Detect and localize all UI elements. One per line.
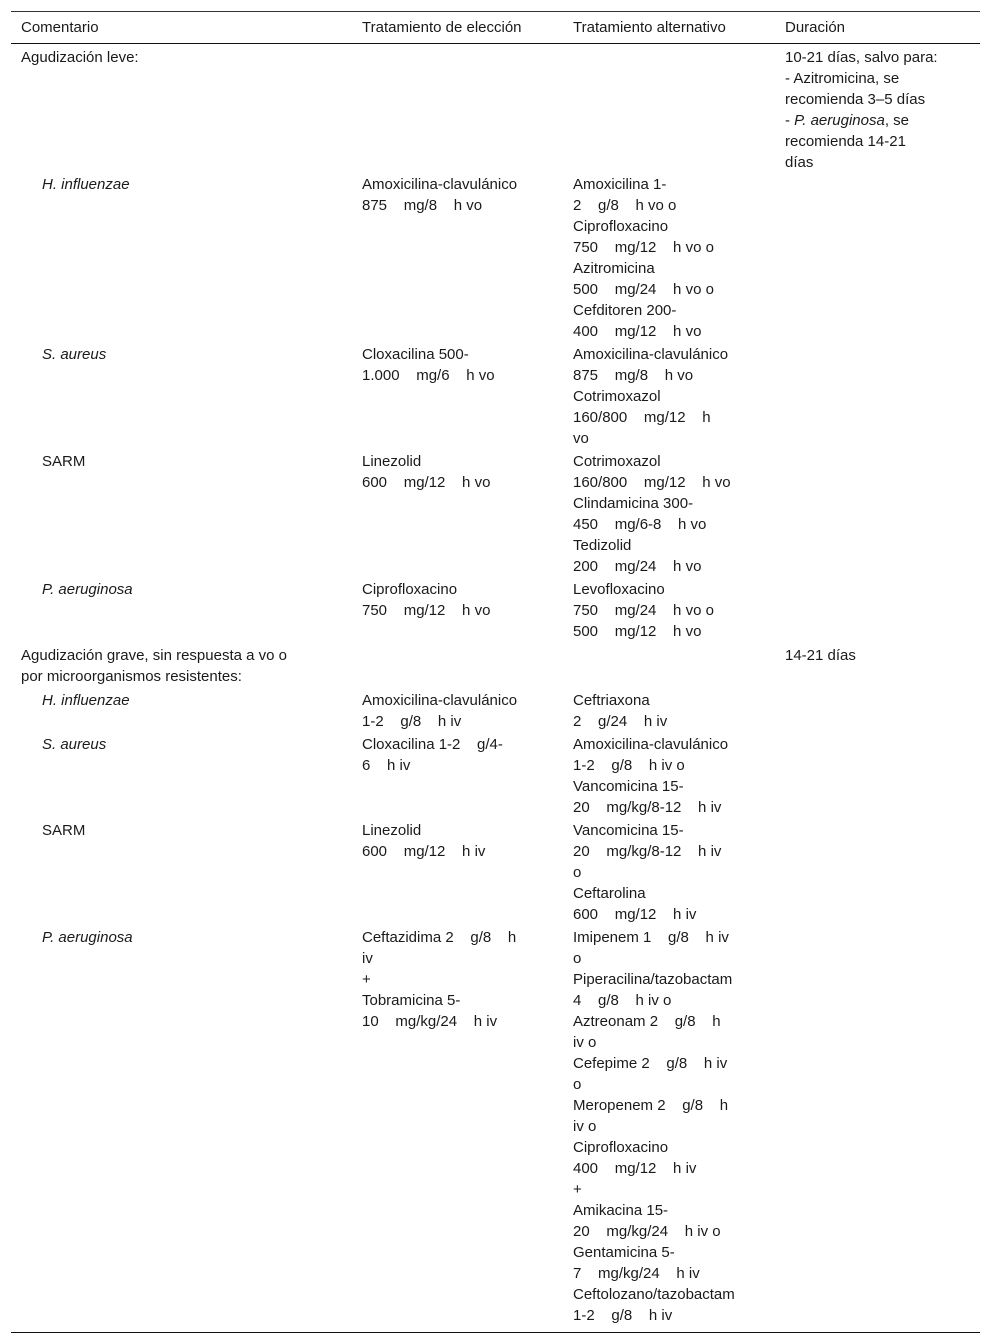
- table-row-choice: [362, 820, 547, 862]
- cell-line: 10 mg/kg/24 h iv: [362, 1013, 498, 1030]
- table-row-choice: [362, 690, 547, 732]
- header-duracion: Duración: [785, 19, 846, 36]
- cell-line: 875 mg/8 h vo: [573, 367, 694, 384]
- cell-line: 1.000 mg/6 h vo: [362, 367, 495, 384]
- cell-line: 200 mg/24 h vo: [573, 558, 702, 575]
- cell-line: 7 mg/kg/24 h iv: [573, 1265, 700, 1282]
- cell-line: Cloxacilina 1-2 g/4-: [362, 736, 503, 753]
- cell-line: o: [573, 1076, 582, 1093]
- cell-line: 750 mg/12 h vo o: [573, 239, 714, 256]
- cell-line: Cloxacilina 500-: [362, 346, 469, 363]
- table-row-alternative: [573, 174, 763, 342]
- cell-line: 1-2 g/8 h iv o: [573, 757, 685, 774]
- cell-line: 750 mg/12 h vo: [362, 602, 491, 619]
- table-row-choice: [362, 579, 547, 621]
- cell-line: 600 mg/12 h vo: [362, 474, 491, 491]
- section-grave-label: Agudización grave, sin respuesta a vo o por microorganismos resistentes:: [21, 647, 287, 685]
- cell-line: Meropenem 2 g/8 h: [573, 1097, 729, 1114]
- table-row-choice: [362, 451, 547, 493]
- cell-line: o: [573, 950, 582, 967]
- header-rule: [11, 43, 980, 44]
- cell-line: 2 g/24 h iv: [573, 713, 668, 730]
- table-bottom-rule: [11, 1332, 980, 1333]
- cell-line: 500 mg/12 h vo: [573, 623, 702, 640]
- table-row-alternative: [573, 927, 763, 1326]
- cell-line: Ciprofloxacino: [362, 581, 458, 598]
- table-row-organism: S. aureus: [42, 736, 107, 753]
- cell-line: 400 mg/12 h iv: [573, 1160, 697, 1177]
- cell-line: Gentamicina 5-: [573, 1244, 675, 1261]
- table-row-organism: P. aeruginosa: [42, 581, 133, 598]
- cell-line: Amikacina 15-: [573, 1202, 669, 1219]
- cell-line: 1-2 g/8 h iv: [362, 713, 462, 730]
- cell-line: 160/800 mg/12 h vo: [573, 474, 731, 491]
- section-grave-duration: 14-21 días: [785, 647, 856, 664]
- cell-line: Ceftazidima 2 g/8 h: [362, 929, 517, 946]
- cell-line: Amoxicilina-clavulánico: [573, 346, 729, 363]
- header-tratamiento-alternativo: Tratamiento alternativo: [573, 19, 726, 36]
- cell-line: Aztreonam 2 g/8 h: [573, 1013, 721, 1030]
- cell-line: 160/800 mg/12 h: [573, 409, 711, 426]
- cell-line: 4 g/8 h iv o: [573, 992, 672, 1009]
- table-row-alternative: [573, 451, 763, 577]
- cell-line: Cefepime 2 g/8 h iv: [573, 1055, 728, 1072]
- cell-line: iv o: [573, 1034, 597, 1051]
- table-row-organism: H. influenzae: [42, 176, 130, 193]
- cell-line: Ceftolozano/tazobactam: [573, 1286, 735, 1303]
- cell-line: 2 g/8 h vo o: [573, 197, 677, 214]
- cell-line: Piperacilina/tazobactam: [573, 971, 733, 988]
- section-leve-label: Agudización leve:: [21, 49, 139, 66]
- cell-line: Amoxicilina 1-: [573, 176, 667, 193]
- header-tratamiento-eleccion: Tratamiento de elección: [362, 19, 522, 36]
- cell-line: 600 mg/12 h iv: [573, 906, 697, 923]
- table-row-alternative: [573, 690, 763, 732]
- table-row-alternative: [573, 579, 763, 642]
- cell-line: Linezolid: [362, 453, 422, 470]
- cell-line: 450 mg/6-8 h vo: [573, 516, 707, 533]
- cell-line: 1-2 g/8 h iv: [573, 1307, 673, 1324]
- table-row-organism: H. influenzae: [42, 692, 130, 709]
- cell-line: vo: [573, 430, 589, 447]
- cell-line: Ciprofloxacino: [573, 218, 669, 235]
- cell-line: Ceftriaxona: [573, 692, 650, 709]
- table-row-choice: [362, 344, 547, 386]
- cell-line: 600 mg/12 h iv: [362, 843, 486, 860]
- table-top-rule: [11, 11, 980, 12]
- cell-line: 400 mg/12 h vo: [573, 323, 702, 340]
- cell-line: Clindamicina 300-: [573, 495, 694, 512]
- cell-line: Tobramicina 5-: [362, 992, 461, 1009]
- table-row-organism: P. aeruginosa: [42, 929, 133, 946]
- table-row-organism: SARM: [42, 453, 86, 470]
- cell-line: Amoxicilina-clavulánico: [362, 692, 518, 709]
- cell-line: +: [362, 971, 371, 988]
- cell-line: Ceftarolina: [573, 885, 646, 902]
- table-row-alternative: [573, 734, 763, 818]
- cell-line: Azitromicina: [573, 260, 655, 277]
- table-row-choice: [362, 927, 547, 1032]
- section-leve-duration: 10-21 días, salvo para: - Azitromicina, se recomienda 3–5 días - P. aeruginosa, se recomienda 14-21 días: [785, 49, 938, 171]
- cell-line: 500 mg/24 h vo o: [573, 281, 714, 298]
- table-row-alternative: [573, 820, 763, 925]
- cell-line: Cotrimoxazol: [573, 388, 661, 405]
- cell-line: iv o: [573, 1118, 597, 1135]
- header-comentario: Comentario: [21, 19, 99, 36]
- table-row-organism: SARM: [42, 822, 86, 839]
- cell-line: Ciprofloxacino: [573, 1139, 669, 1156]
- cell-line: 6 h iv: [362, 757, 411, 774]
- cell-line: iv: [362, 950, 373, 967]
- cell-line: Imipenem 1 g/8 h iv: [573, 929, 729, 946]
- cell-line: Amoxicilina-clavulánico: [573, 736, 729, 753]
- table-row-organism: S. aureus: [42, 346, 107, 363]
- cell-line: 875 mg/8 h vo: [362, 197, 483, 214]
- cell-line: Levofloxacino: [573, 581, 665, 598]
- table-row-alternative: [573, 344, 763, 449]
- cell-line: Cotrimoxazol: [573, 453, 661, 470]
- cell-line: 750 mg/24 h vo o: [573, 602, 714, 619]
- cell-line: 20 mg/kg/8-12 h iv: [573, 843, 722, 860]
- cell-line: +: [573, 1181, 582, 1198]
- table-row-choice: [362, 174, 547, 216]
- cell-line: 20 mg/kg/8-12 h iv: [573, 799, 722, 816]
- cell-line: Tedizolid: [573, 537, 632, 554]
- cell-line: o: [573, 864, 582, 881]
- table-row-choice: [362, 734, 547, 776]
- cell-line: 20 mg/kg/24 h iv o: [573, 1223, 721, 1240]
- cell-line: Linezolid: [362, 822, 422, 839]
- cell-line: Vancomicina 15-: [573, 822, 684, 839]
- cell-line: Vancomicina 15-: [573, 778, 684, 795]
- cell-line: Cefditoren 200-: [573, 302, 677, 319]
- cell-line: Amoxicilina-clavulánico: [362, 176, 518, 193]
